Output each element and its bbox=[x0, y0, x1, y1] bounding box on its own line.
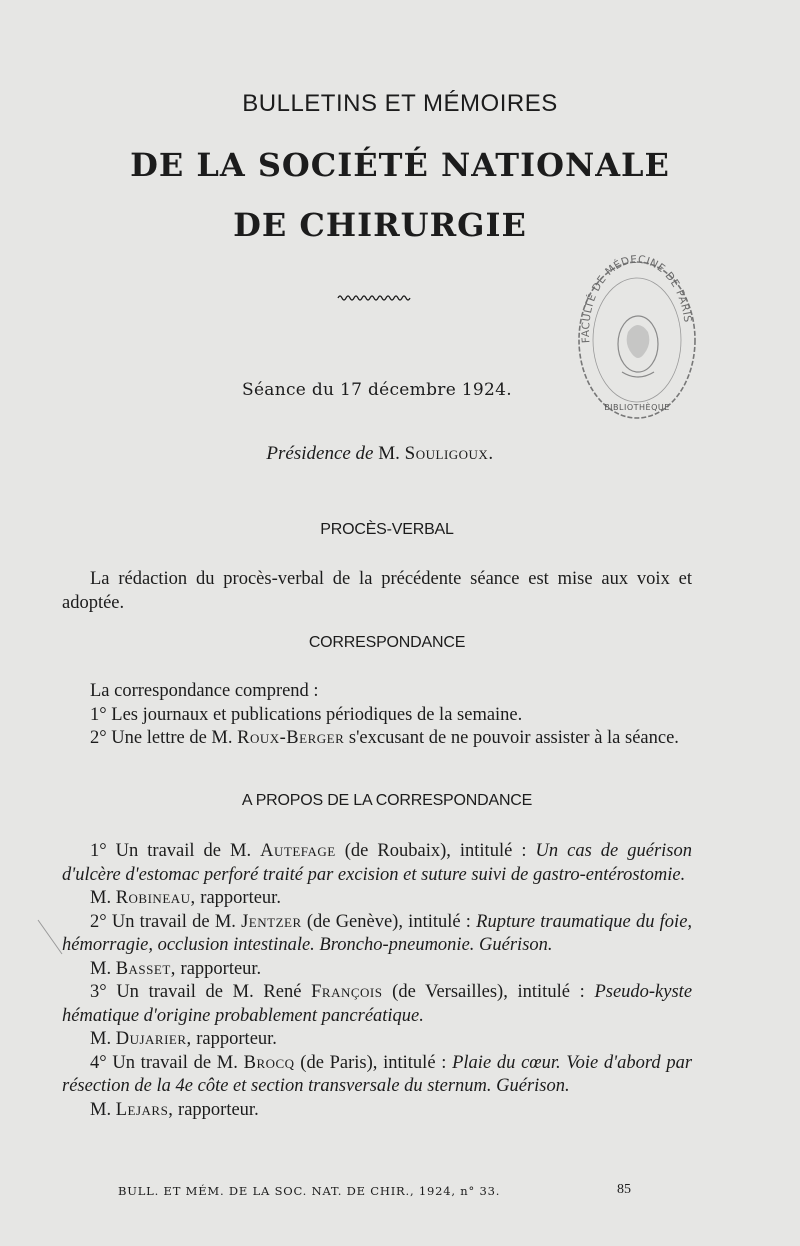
rapporteur-name: Lejars, bbox=[115, 1099, 174, 1120]
svg-text:FACULTÉ DE MÉDECINE DE PARIS: FACULTÉ DE MÉDECINE DE PARIS bbox=[579, 253, 694, 344]
library-stamp bbox=[572, 252, 702, 432]
rapporteur-prefix: M. bbox=[90, 1099, 112, 1120]
presidence-line bbox=[0, 443, 760, 465]
svg-text:BIBLIOTHÈQUE: BIBLIOTHÈQUE bbox=[604, 403, 670, 412]
rapporteur-line bbox=[62, 887, 692, 911]
travail-item bbox=[62, 911, 692, 958]
section-heading-a-propos: A PROPOS DE LA CORRESPONDANCE bbox=[241, 792, 533, 809]
travail-title: Plaie du cœur. Voie d'abord par résection de la 4e côte et section transversale du sternum. Guérison. bbox=[62, 1052, 693, 1096]
footer-citation: BULL. ET MÉM. DE LA SOC. NAT. DE CHIR., 1924, n° 33. bbox=[118, 1184, 501, 1198]
travail-title: Rupture traumatique du foie, hémorragie, occlusion intestinale. Broncho-pneumonie. Guérison. bbox=[62, 911, 693, 955]
ornamental-squiggle-divider bbox=[337, 293, 413, 303]
travail-author: Jentzer bbox=[241, 911, 302, 932]
rapporteur-label: rapporteur. bbox=[200, 888, 281, 908]
travail-author: Brocq bbox=[243, 1052, 295, 1073]
travail-author: Autefage bbox=[260, 841, 336, 861]
rapporteur-prefix: M. bbox=[90, 1029, 112, 1049]
rapporteur-line bbox=[62, 1099, 692, 1123]
proces-verbal-paragraph bbox=[62, 568, 692, 615]
travail-origin: (de Paris), intitulé : bbox=[300, 1052, 447, 1073]
rapporteur-name: Basset, bbox=[115, 958, 176, 979]
correspondance-item-2-rest: s'excusant de ne pouvoir assister à la séance. bbox=[348, 728, 679, 748]
correspondance-item-2-text: 2° Une lettre de M. bbox=[90, 728, 233, 748]
rapporteur-line bbox=[62, 1028, 692, 1052]
travail-origin: (de Versailles), intitulé : bbox=[392, 982, 585, 1002]
rapporteur-label: rapporteur. bbox=[196, 1029, 277, 1049]
rapporteur-prefix: M. bbox=[90, 958, 112, 979]
correspondance-item-1: 1° Les journaux et publications périodiques de la semaine. bbox=[90, 704, 523, 725]
rapporteur-line bbox=[62, 958, 692, 982]
section-heading-proces-verbal: PROCÈS-VERBAL bbox=[320, 521, 454, 538]
journal-title-line3: DE CHIRURGIE bbox=[233, 206, 527, 244]
correspondance-item-2-name: Roux-Berger bbox=[237, 728, 345, 748]
rapporteur-name: Dujarier, bbox=[115, 1029, 192, 1049]
travail-origin: (de Roubaix), intitulé : bbox=[344, 841, 527, 861]
travail-intro: 2° Un travail de M. bbox=[90, 911, 236, 932]
travail-title: Pseudo-kyste hématique d'origine probablement pancréatique. bbox=[62, 982, 693, 1026]
correspondance-intro: La correspondance comprend : bbox=[90, 681, 319, 701]
seance-date: Séance du 17 décembre 1924. bbox=[242, 380, 512, 400]
correspondance-item-2 bbox=[62, 727, 692, 751]
travail-author: François bbox=[311, 982, 383, 1002]
presidence-name-prefix: M. bbox=[378, 443, 400, 464]
page-number: 85 bbox=[617, 1182, 631, 1197]
rapporteur-prefix: M. bbox=[90, 888, 112, 908]
rapporteur-name: Robineau, bbox=[115, 888, 196, 908]
travail-title: Un cas de guérison d'ulcère d'estomac perforé traité par excision et suture suivi de gastro-entérostomie. bbox=[62, 841, 693, 885]
travail-intro: 3° Un travail de M. René bbox=[90, 982, 302, 1002]
travail-item bbox=[62, 1052, 692, 1099]
proces-verbal-text: La rédaction du procès-verbal de la précédente séance est mise aux voix et adoptée. bbox=[62, 569, 692, 613]
travail-intro: 1° Un travail de M. bbox=[90, 841, 252, 861]
a-propos-block bbox=[62, 840, 692, 1122]
scan-mark bbox=[36, 918, 66, 958]
president-name: Souligoux. bbox=[404, 443, 494, 464]
travail-intro: 4° Un travail de M. bbox=[90, 1052, 238, 1073]
rapporteur-label: rapporteur. bbox=[178, 1099, 259, 1120]
section-heading-correspondance: CORRESPONDANCE bbox=[308, 634, 466, 651]
travail-origin: (de Genève), intitulé : bbox=[306, 911, 471, 932]
presidence-label: Présidence de bbox=[266, 443, 374, 464]
travail-item bbox=[62, 981, 692, 1028]
travail-item bbox=[62, 840, 692, 887]
journal-title-line1: BULLETINS ET MÉMOIRES bbox=[242, 90, 558, 117]
journal-title-line2: DE LA SOCIÉTÉ NATIONALE bbox=[130, 146, 670, 184]
rapporteur-label: rapporteur. bbox=[180, 958, 262, 979]
correspondance-block bbox=[62, 680, 692, 751]
